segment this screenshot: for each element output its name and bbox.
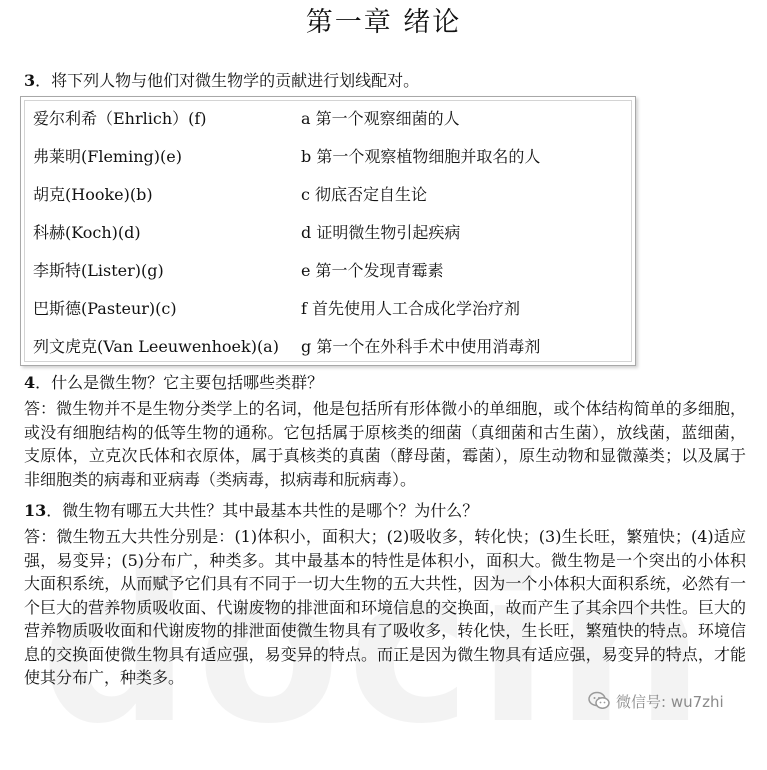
match-person: 列文虎克(Van Leeuwenhoek)(a)	[33, 337, 279, 356]
match-contribution: f 首先使用人工合成化学治疗剂	[301, 299, 521, 318]
match-row	[21, 176, 635, 214]
match-contribution: e 第一个发现青霉素	[301, 261, 444, 280]
question-4-number: 4	[24, 373, 36, 392]
match-person: 爱尔利希（Ehrlich）(f)	[33, 109, 207, 128]
wechat-icon	[588, 691, 610, 711]
wechat-label: 微信号: wu7zhi	[616, 692, 724, 711]
answer-13: 答：微生物五大共性分别是：(1)体积小，面积大；(2)吸收多，转化快；(3)生长旺，繁殖快；(4)适应强，易变异；(5)分布广，种类多。其中最基本的特性是体积小，面积大。微生物是一个突出的小体积大面积系统，从而赋予它们具有不同于一切大生物的五大共性，因为一个小体积大面积系统，必然有一个巨大的营养物质吸收面、代谢废物的排泄面和环境信息的交换面，故而产生了其余四个共性。巨大的营养物质吸收面和代谢废物的排泄面使微生物具有了吸收多，转化快，生长旺，繁殖快的特点。环境信息的交换面使微生物具有适应强，易变异的特点。而正是因为微生物具有适应强，易变异的特点，才能使其分布广，种类多。	[24, 527, 746, 687]
wechat-watermark	[588, 688, 724, 714]
match-contribution: d 证明微生物引起疾病	[301, 223, 461, 242]
answer-4: 答：微生物并不是生物分类学上的名词，他是包括所有形体微小的单细胞，或个体结构简单的多细胞，或没有细胞结构的低等生物的通称。它包括属于原核类的细菌（真细菌和古生菌），放线菌，蓝细菌，支原体，立克次氏体和衣原体，属于真核类的真菌（酵母菌，霉菌），原生动物和显微藻类；以及属于非细胞类的病毒和亚病毒（类病毒，拟病毒和朊病毒）。	[24, 399, 746, 489]
matching-table	[20, 96, 636, 366]
match-contribution: b 第一个观察植物细胞并取名的人	[301, 147, 541, 166]
question-13	[24, 500, 478, 522]
question-4-text: ．什么是微生物？它主要包括哪些类群？	[35, 373, 324, 392]
match-contribution: g 第一个在外科手术中使用消毒剂	[301, 337, 541, 356]
match-person: 李斯特(Lister)(g)	[33, 261, 164, 280]
match-row	[21, 138, 635, 176]
match-row	[21, 328, 635, 366]
match-row	[21, 214, 635, 252]
question-13-number: 13	[24, 501, 47, 520]
match-row	[21, 100, 635, 138]
match-person: 胡克(Hooke)(b)	[33, 185, 153, 204]
match-row	[21, 290, 635, 328]
match-contribution: c 彻底否定自生论	[301, 185, 428, 204]
question-3-number: 3	[24, 71, 36, 90]
match-person: 巴斯德(Pasteur)(c)	[33, 299, 177, 318]
page-title: 第一章 绪论	[305, 7, 462, 38]
question-3-text: ．将下列人物与他们对微生物学的贡献进行划线配对。	[35, 71, 420, 90]
match-person: 弗莱明(Fleming)(e)	[33, 147, 182, 166]
match-contribution: a 第一个观察细菌的人	[301, 109, 460, 128]
match-row	[21, 252, 635, 290]
question-13-text: ．微生物有哪五大共性？其中最基本共性的是哪个？为什么？	[46, 501, 479, 520]
question-4	[24, 372, 323, 394]
match-person: 科赫(Koch)(d)	[33, 223, 141, 242]
question-3	[24, 70, 419, 92]
